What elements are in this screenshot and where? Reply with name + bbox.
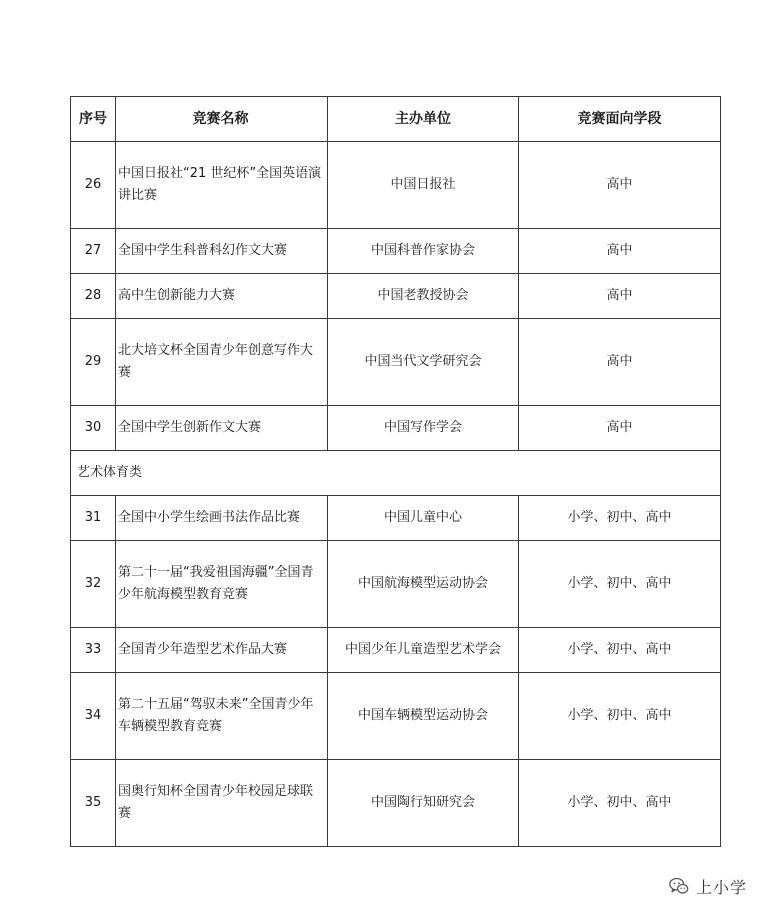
row-name: 高中生创新能力大赛 <box>116 274 328 319</box>
header-no: 序号 <box>71 97 116 142</box>
row-stage: 小学、初中、高中 <box>519 541 721 628</box>
row-organizer: 中国日报社 <box>328 142 519 229</box>
row-stage: 高中 <box>519 406 721 451</box>
table-row <box>71 229 721 274</box>
row-name: 全国中小学生绘画书法作品比赛 <box>116 496 328 541</box>
row-organizer: 中国当代文学研究会 <box>328 319 519 406</box>
category-label: 艺术体育类 <box>71 451 721 496</box>
row-stage: 高中 <box>519 229 721 274</box>
row-name: 全国青少年造型艺术作品大赛 <box>116 628 328 673</box>
row-no: 33 <box>71 628 116 673</box>
row-stage: 高中 <box>519 274 721 319</box>
wechat-icon <box>668 875 690 897</box>
row-organizer: 中国车辆模型运动协会 <box>328 673 519 760</box>
table-row <box>71 673 721 760</box>
row-organizer: 中国航海模型运动协会 <box>328 541 519 628</box>
table-row <box>71 319 721 406</box>
row-name: 全国中学生创新作文大赛 <box>116 406 328 451</box>
table-row <box>71 496 721 541</box>
row-organizer: 中国儿童中心 <box>328 496 519 541</box>
watermark <box>668 874 747 898</box>
row-no: 31 <box>71 496 116 541</box>
table-row <box>71 628 721 673</box>
row-name: 国奥行知杯全国青少年校园足球联赛 <box>116 760 328 847</box>
row-stage: 小学、初中、高中 <box>519 673 721 760</box>
row-organizer: 中国老教授协会 <box>328 274 519 319</box>
row-stage: 高中 <box>519 319 721 406</box>
header-organizer: 主办单位 <box>328 97 519 142</box>
table-row <box>71 760 721 847</box>
row-organizer: 中国科普作家协会 <box>328 229 519 274</box>
row-name: 北大培文杯全国青少年创意写作大赛 <box>116 319 328 406</box>
row-stage: 高中 <box>519 142 721 229</box>
header-name: 竞赛名称 <box>116 97 328 142</box>
table-row <box>71 142 721 229</box>
row-no: 35 <box>71 760 116 847</box>
row-no: 32 <box>71 541 116 628</box>
row-no: 30 <box>71 406 116 451</box>
row-no: 28 <box>71 274 116 319</box>
row-name: 中国日报社“21 世纪杯”全国英语演讲比赛 <box>116 142 328 229</box>
row-no: 29 <box>71 319 116 406</box>
competition-table <box>70 96 721 847</box>
row-no: 27 <box>71 229 116 274</box>
row-organizer: 中国少年儿童造型艺术学会 <box>328 628 519 673</box>
category-row <box>71 451 721 496</box>
row-name: 第二十一届“我爱祖国海疆”全国青少年航海模型教育竞赛 <box>116 541 328 628</box>
row-name: 全国中学生科普科幻作文大赛 <box>116 229 328 274</box>
row-stage: 小学、初中、高中 <box>519 760 721 847</box>
row-no: 26 <box>71 142 116 229</box>
table-header-row <box>71 97 721 142</box>
header-stage: 竞赛面向学段 <box>519 97 721 142</box>
table-row <box>71 541 721 628</box>
table-row <box>71 406 721 451</box>
row-organizer: 中国写作学会 <box>328 406 519 451</box>
row-stage: 小学、初中、高中 <box>519 628 721 673</box>
row-organizer: 中国陶行知研究会 <box>328 760 519 847</box>
row-stage: 小学、初中、高中 <box>519 496 721 541</box>
table-row <box>71 274 721 319</box>
row-no: 34 <box>71 673 116 760</box>
row-name: 第二十五届“驾驭未来”全国青少年车辆模型教育竞赛 <box>116 673 328 760</box>
watermark-text: 上小学 <box>696 877 748 897</box>
